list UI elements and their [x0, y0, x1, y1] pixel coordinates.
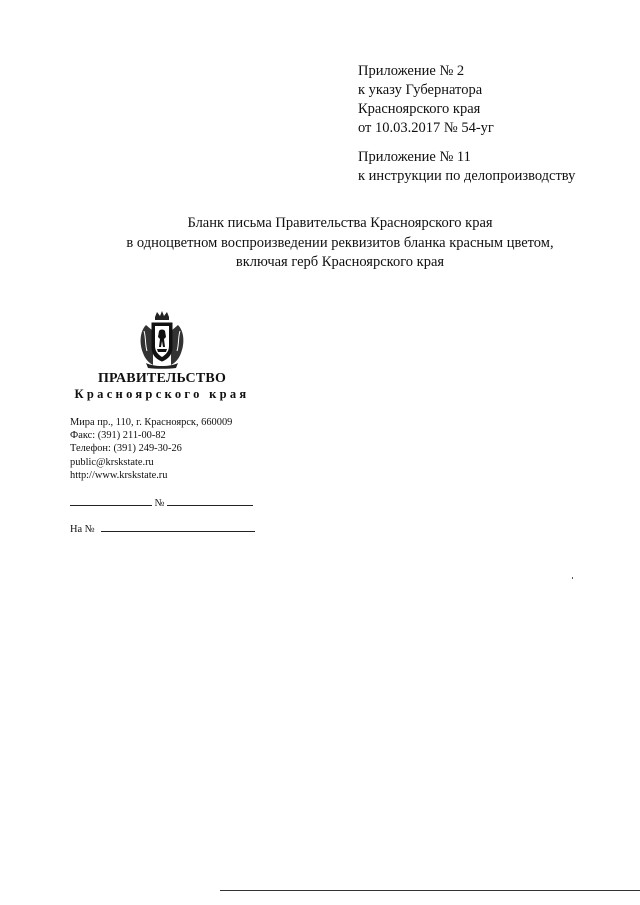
- heading-line3: включая герб Красноярского края: [235, 254, 445, 270]
- contact-phone: Телефон: (391) 249-30-26: [70, 443, 182, 455]
- appendix-decree-line3: Красноярского края: [358, 101, 481, 117]
- scan-speck: [572, 577, 573, 579]
- date-blank-line[interactable]: [70, 494, 152, 506]
- date-number-row: [70, 494, 253, 509]
- appendix-decree-note: [358, 62, 494, 138]
- contact-block: [70, 416, 232, 482]
- contact-address: Мира пр., 110, г. Красноярск, 660009: [70, 417, 233, 428]
- appendix-decree-line2: к указу Губернатора: [358, 82, 483, 98]
- reference-row: [70, 520, 255, 535]
- org-title: ПРАВИТЕЛЬСТВО: [97, 371, 227, 386]
- heading-line2: в одноцветном воспроизведении реквизитов бланка красным цветом,: [126, 234, 554, 251]
- document-heading: [80, 214, 600, 273]
- number-blank-line[interactable]: [167, 494, 253, 506]
- contact-website: http://www.krskstate.ru: [70, 469, 168, 481]
- org-subtitle: Красноярского края: [74, 387, 250, 401]
- reference-label: На №: [70, 524, 95, 535]
- bottom-rule: [220, 890, 640, 891]
- number-sign: №: [154, 498, 165, 509]
- contact-email: public@krskstate.ru: [70, 456, 154, 468]
- reference-blank-line[interactable]: [101, 520, 255, 532]
- appendix-decree-line1: Приложение № 2: [358, 63, 465, 79]
- appendix-instruction-line1: Приложение № 11: [358, 149, 471, 165]
- coat-of-arms-icon: [136, 311, 188, 369]
- appendix-instruction-note: [358, 148, 575, 186]
- heading-line1: Бланк письма Правительства Красноярского края: [187, 215, 493, 231]
- appendix-instruction-line2: к инструкции по делопроизводству: [358, 168, 576, 184]
- appendix-decree-line4: от 10.03.2017 № 54-уг: [358, 120, 494, 136]
- contact-fax: Факс: (391) 211-00-82: [70, 430, 166, 442]
